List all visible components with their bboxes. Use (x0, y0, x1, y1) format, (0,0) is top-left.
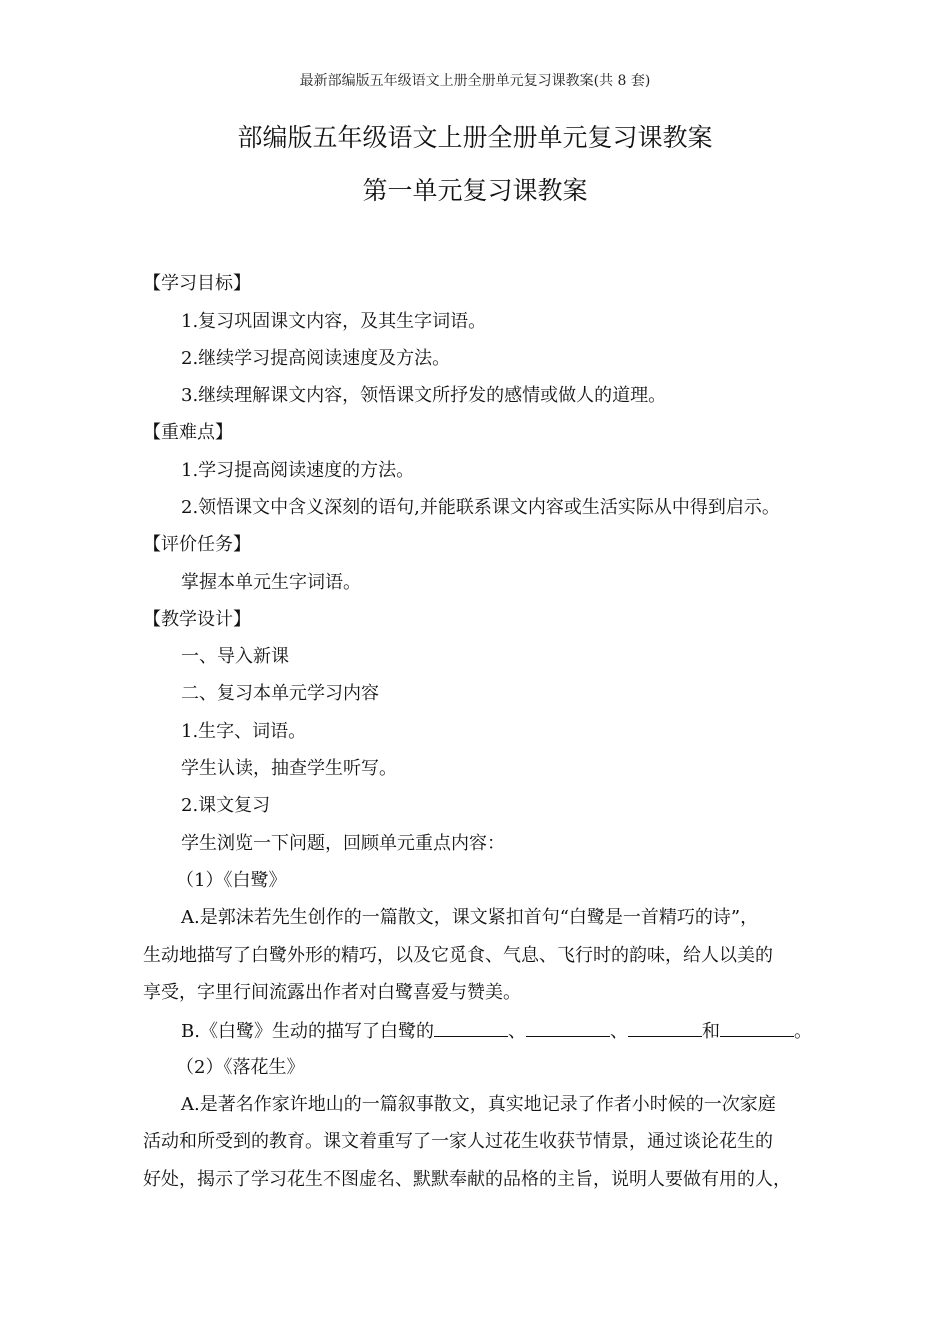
lesson-1-a-line-3: 享受，字里行间流露出作者对白鹭喜爱与赞美。 (143, 982, 521, 1003)
lesson-1-a-line-2: 生动地描写了白鹭外形的精巧，以及它觅食、气息、飞行时的韵味，给人以美的 (143, 945, 773, 966)
lesson-1-b-prefix: B.《白鹭》生动的描写了白鹭的 (181, 1021, 434, 1042)
section-heading-key-points: 【重难点】 (143, 422, 233, 443)
document-title: 部编版五年级语文上册全册单元复习课教案 (237, 123, 713, 152)
goal-item-1: 1.复习巩固课文内容，及其生字词语。 (181, 311, 487, 332)
lesson-1-b-sep-1: 、 (507, 1021, 526, 1042)
fill-blank-4[interactable] (720, 1018, 794, 1037)
section-heading-evaluation: 【评价任务】 (143, 534, 251, 555)
design-step-2: 二、复习本单元学习内容 (181, 683, 379, 704)
lesson-2-title: （2）《落花生》 (176, 1057, 305, 1078)
goal-item-2: 2.继续学习提高阅读速度及方法。 (181, 348, 451, 369)
words-text: 学生认读，抽查学生听写。 (181, 758, 397, 779)
review-intro: 学生浏览一下问题，回顾单元重点内容： (181, 833, 505, 854)
goal-item-3: 3.继续理解课文内容，领悟课文所抒发的感情或做人的道理。 (181, 385, 667, 406)
running-header: 最新部编版五年级语文上册全册单元复习课教案(共 8 套) (299, 73, 651, 89)
lesson-1-b-and: 和 (701, 1021, 720, 1042)
lesson-1-title: （1）《白鹭》 (176, 870, 287, 891)
review-title: 2.课文复习 (181, 795, 271, 816)
key-point-item-2: 2.领悟课文中含义深刻的语句,并能联系课文内容或生活实际从中得到启示。 (181, 497, 780, 518)
evaluation-text: 掌握本单元生字词语。 (181, 572, 361, 593)
lesson-1-a-line-1: A.是郭沫若先生创作的一篇散文，课文紧扣首句“白鹭是一首精巧的诗”， (181, 907, 759, 928)
section-heading-goals: 【学习目标】 (143, 273, 251, 294)
lesson-1-b-line (181, 1018, 812, 1044)
lesson-2-a-line-1: A.是著名作家许地山的一篇叙事散文，真实地记录了作者小时候的一次家庭 (181, 1094, 776, 1115)
key-point-item-1: 1.学习提高阅读速度的方法。 (181, 460, 415, 481)
fill-blank-3[interactable] (628, 1018, 702, 1037)
lesson-1-b-end: 。 (793, 1021, 812, 1042)
lesson-2-a-line-3: 好处，揭示了学习花生不图虚名、默默奉献的品格的主旨，说明人要做有用的人， (143, 1169, 791, 1190)
lesson-1-b-sep-2: 、 (609, 1021, 628, 1042)
lesson-2-a-line-2: 活动和所受到的教育。课文着重写了一家人过花生收获节情景，通过谈论花生的 (143, 1131, 773, 1152)
document-subtitle: 第一单元复习课教案 (362, 176, 588, 205)
fill-blank-2[interactable] (526, 1018, 610, 1037)
words-title: 1.生字、词语。 (181, 721, 307, 742)
design-step-1: 一、导入新课 (181, 646, 289, 667)
fill-blank-1[interactable] (434, 1018, 508, 1037)
section-heading-design: 【教学设计】 (143, 609, 251, 630)
